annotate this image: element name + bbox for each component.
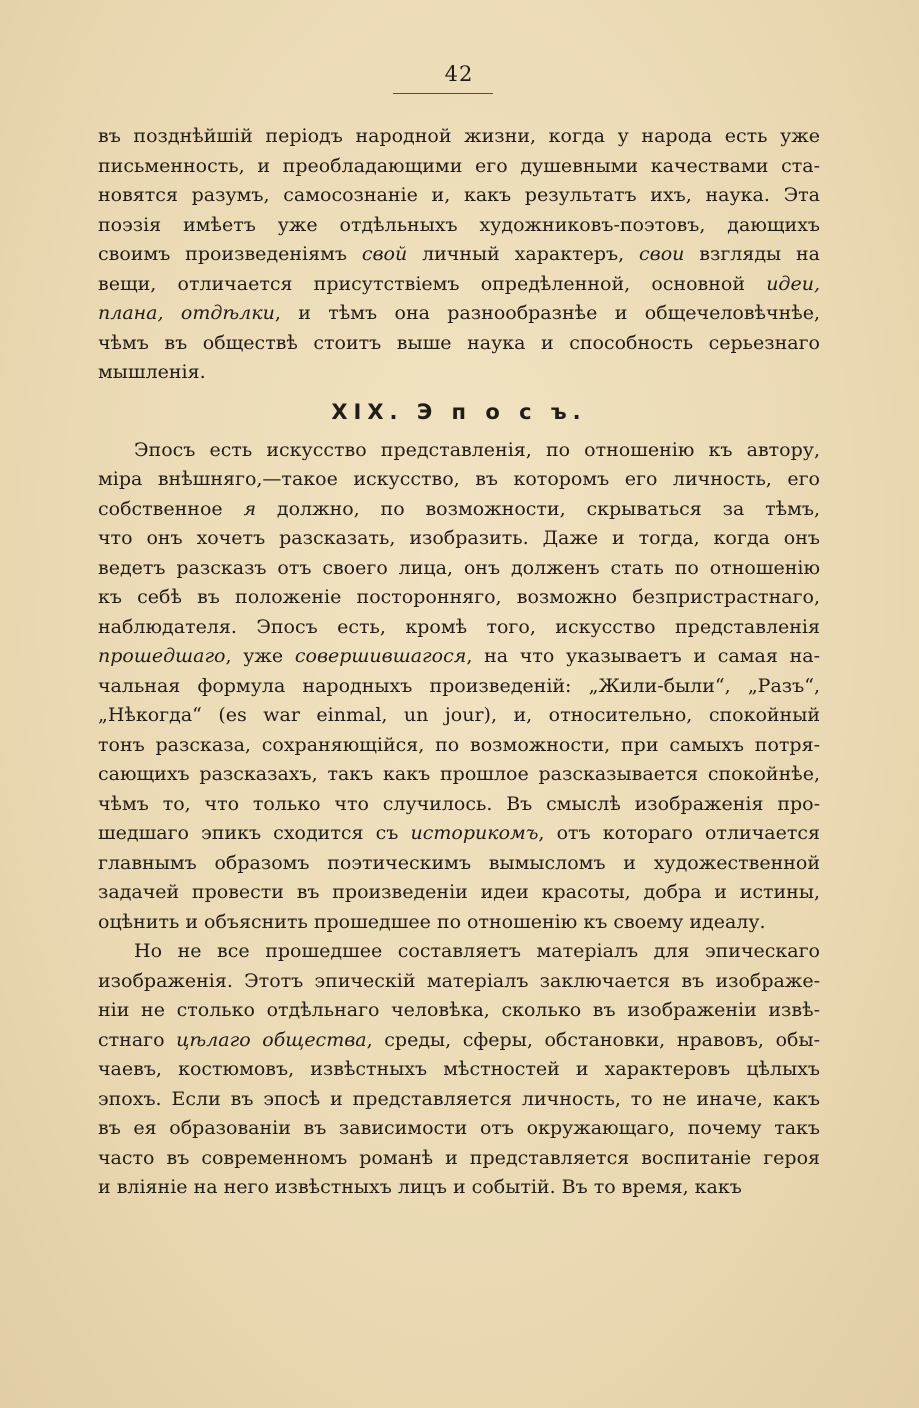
text-line: новятся разумъ, самосознаніе и, какъ результатъ ихъ, наука. Эта: [98, 184, 820, 206]
text-line: наблюдателя. Эпосъ есть, кромѣ того, искусство представленія: [98, 615, 820, 638]
italic-text: свой: [361, 243, 408, 265]
text-segment: , отъ котораго отличается: [538, 822, 820, 844]
italic-text: совершившагося: [294, 645, 467, 667]
text-line: Но не все прошедшее составляетъ матеріалъ для эпическаго: [134, 940, 820, 962]
text-line: [98, 270, 820, 300]
text-segment: взгляды на: [684, 243, 820, 265]
book-page: [98, 0, 820, 1408]
page-number-rule: [393, 93, 493, 94]
text-segment: шедшаго эпикъ сходится съ: [98, 822, 411, 844]
text-segment: собственное: [98, 497, 244, 520]
paragraph-2: [98, 436, 820, 938]
italic-text: свои: [639, 243, 685, 265]
text-line: [98, 299, 820, 329]
text-line: письменность, и преобладающими его душевными качествами ста-: [98, 154, 820, 177]
text-line: [98, 642, 820, 672]
text-line: чальная формула народныхъ произведеній: „Жили-были“, „Разъ“,: [98, 674, 820, 697]
text-segment: вещи, отличается присутствіемъ опредѣленной, основной: [98, 272, 767, 295]
paragraph-3: [98, 937, 820, 1203]
paragraph-1: [98, 122, 820, 388]
text-segment: своимъ произведеніямъ: [98, 243, 362, 265]
text-line: сающихъ разсказахъ, такъ какъ прошлое разсказывается спокойнѣе,: [98, 763, 820, 785]
text-segment: , среды, сферы, обстановки, нравовъ, обы-: [366, 1028, 820, 1051]
text-line: изображенія. Этотъ эпическій матеріалъ заключается въ изображе-: [98, 969, 820, 992]
text-line: Эпосъ есть искусство представленія, по отношенію къ автору,: [134, 438, 820, 461]
text-segment: , на что указываетъ и самая на-: [466, 645, 820, 667]
text-line: [98, 1026, 820, 1056]
text-line: въ позднѣйшій періодъ народной жизни, когда у народа есть уже: [98, 125, 820, 147]
text-line: и вліяніе на него извѣстныхъ лицъ и событій. Въ то время, какъ: [98, 1176, 742, 1198]
text-line: ведетъ разсказъ отъ своего лица, онъ долженъ стать по отношенію: [98, 556, 820, 579]
text-line: поэзія имѣетъ уже отдѣльныхъ художниковъ-поэтовъ, дающихъ: [98, 213, 820, 236]
text-line: мышленія.: [98, 361, 206, 383]
italic-text: прошедшаго: [98, 645, 226, 667]
text-line: [98, 240, 820, 270]
text-segment: личный характеръ,: [407, 243, 639, 265]
italic-text: идеи,: [766, 272, 820, 295]
text-line: задачей провести въ произведеніи идеи красоты, добра и истины,: [98, 881, 820, 903]
chapter-heading: XIX. Э п о с ъ.: [331, 399, 587, 424]
text-line: [98, 495, 820, 525]
body-text: [98, 122, 820, 1203]
text-line: чѣмъ то, что только что случилось. Въ смыслѣ изображенія про-: [98, 792, 820, 815]
text-segment: , уже: [225, 645, 295, 667]
page-number: 42: [444, 62, 474, 86]
text-segment: , и тѣмъ она разнообразнѣе и общечеловѣчнѣе,: [274, 302, 820, 324]
text-line: эпохъ. Если въ эпосѣ и представляется личность, то не иначе, какъ: [98, 1087, 820, 1110]
text-line: къ себѣ въ положеніе посторонняго, возможно безпристрастнаго,: [98, 586, 820, 608]
text-segment: должно, по возможности, скрываться за тѣмъ,: [256, 497, 820, 520]
text-line: часто въ современномъ романѣ и представляется воспитаніе героя: [98, 1146, 820, 1169]
italic-text: плана, отдѣлки: [98, 302, 275, 324]
text-line: ніи не столько отдѣльнаго человѣка, сколько въ изображеніи извѣ-: [98, 999, 820, 1021]
text-line: [98, 819, 820, 849]
italic-text: историкомъ: [410, 822, 539, 844]
text-segment: стнаго: [98, 1028, 177, 1051]
text-line: „Нѣкогда“ (es war einmal, un jour), и, относительно, спокойный: [98, 704, 820, 726]
text-line: главнымъ образомъ поэтическимъ вымысломъ и художественной: [98, 851, 820, 874]
text-line: тонъ разсказа, сохраняющійся, по возможности, при самыхъ потря-: [98, 733, 820, 756]
text-line: что онъ хочетъ разсказать, изобразить. Даже и тогда, когда онъ: [98, 527, 820, 549]
italic-text: цѣлаго общества: [176, 1028, 367, 1051]
text-line: въ ея образованіи въ зависимости отъ окружающаго, почему такъ: [98, 1117, 820, 1139]
text-line: міра внѣшняго,—такое искусство, въ которомъ его личность, его: [98, 468, 820, 490]
text-line: чаевъ, костюмовъ, извѣстныхъ мѣстностей и характеровъ цѣлыхъ: [98, 1058, 820, 1080]
italic-text: я: [243, 497, 257, 520]
text-line: чѣмъ въ обществѣ стоитъ выше наука и способность серьезнаго: [98, 331, 820, 354]
text-line: оцѣнить и объяснить прошедшее по отношенію къ своему идеалу.: [98, 910, 766, 933]
